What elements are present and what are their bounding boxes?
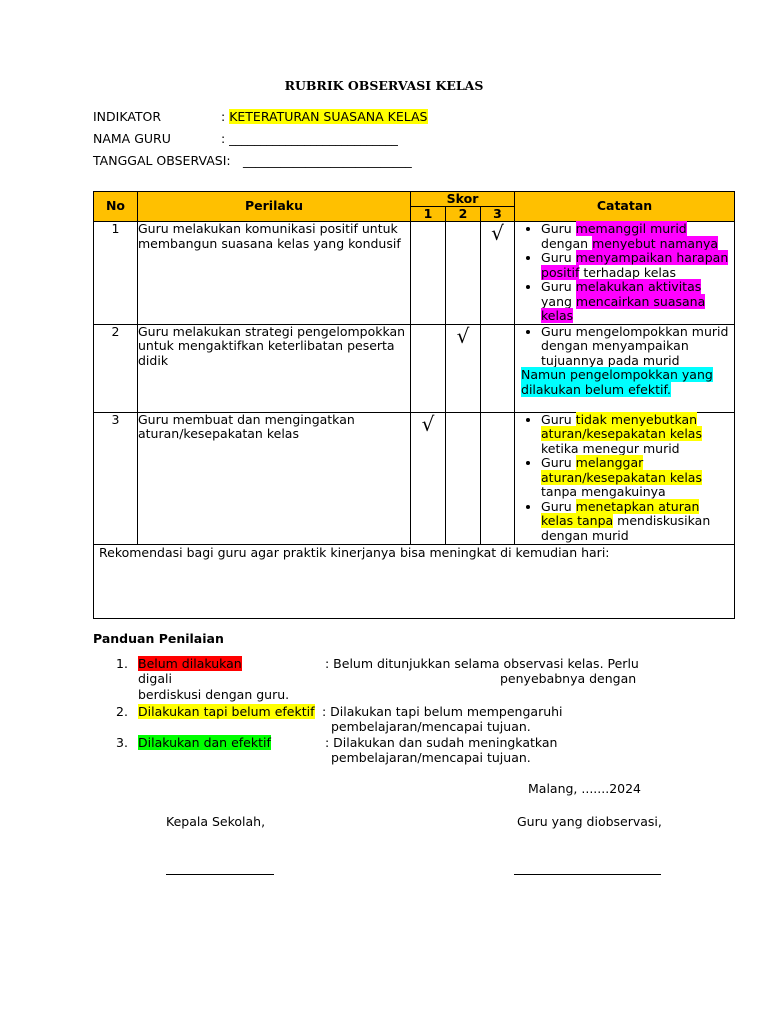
check-mark: √: [456, 323, 470, 348]
panduan-item-3-desc-b: pembelajaran/mencapai tujuan.: [331, 750, 531, 765]
header-skor-2: 2: [446, 207, 481, 222]
tanggal-observasi-label: TANGGAL OBSERVASI:: [93, 153, 231, 168]
header-catatan: Catatan: [515, 192, 735, 222]
tanggal-observasi-field: ___________________________: [243, 153, 412, 168]
panduan-item-2-label: Dilakukan tapi belum efektif: [138, 704, 315, 719]
score-cell: [481, 222, 515, 325]
note-item: • Guru memanggil murid dengan menyebut namanya: [541, 222, 734, 251]
note-item: • Guru menetapkan aturan kelas tanpa mendiskusikan dengan murid: [541, 500, 730, 544]
panduan-item-2-num: 2.: [116, 704, 128, 719]
row-catatan: [515, 412, 735, 544]
note-item: • Guru menyampaikan harapan positif terhadap kelas: [541, 251, 734, 280]
indikator-separator: :: [221, 109, 226, 124]
score-cell: [481, 324, 515, 412]
row-perilaku: Guru melakukan komunikasi positif untuk membangun suasana kelas yang kondusif: [138, 222, 411, 325]
panduan-item-1-num: 1.: [116, 656, 128, 671]
table-row: [94, 412, 735, 544]
panduan-item-2-desc: : Dilakukan tapi belum mempengaruhi: [322, 704, 563, 719]
row-catatan: [515, 222, 735, 325]
place-date: Malang, .......2024: [528, 781, 642, 796]
note-item: • Guru melakukan aktivitas yang mencairkan suasana kelas: [541, 280, 734, 324]
rekomendasi-row: [94, 544, 735, 618]
panduan-item-3-label: Dilakukan dan efektif: [138, 735, 271, 750]
kepala-sekolah-signature-line: [166, 873, 274, 875]
check-mark: √: [491, 221, 504, 245]
rubric-table: [93, 191, 735, 619]
row-perilaku: Guru melakukan strategi pengelompokkan untuk mengaktifkan keterlibatan peserta didik: [138, 324, 411, 412]
header-skor: Skor: [411, 192, 515, 207]
score-cell: [446, 412, 481, 544]
indikator-label: INDIKATOR: [93, 109, 162, 124]
row-perilaku: Guru membuat dan mengingatkan aturan/kesepakatan kelas: [138, 412, 411, 544]
row-number: 1: [94, 222, 138, 325]
header-skor-1: 1: [411, 207, 446, 222]
header-perilaku: Perilaku: [138, 192, 411, 222]
header-skor-3: 3: [481, 207, 515, 222]
panduan-item-1-label: Belum dilakukan: [138, 656, 242, 671]
panduan-item-1-desc: : Belum ditunjukkan selama observasi kelas. Perlu: [325, 656, 639, 671]
panduan-title: Panduan Penilaian: [93, 631, 224, 646]
guru-signature-line: [514, 873, 661, 875]
row-number: 3: [94, 412, 138, 544]
indikator-value-row: [221, 110, 428, 125]
table-row: [94, 222, 735, 325]
panduan-item-1-desc-c: berdiskusi dengan guru.: [138, 687, 290, 702]
row-number: 2: [94, 324, 138, 412]
panduan-item-1-desc-b-right: penyebabnya dengan: [500, 671, 637, 686]
panduan-item-3-num: 3.: [116, 735, 128, 750]
note-item: • Guru mengelompokkan murid dengan menyampaikan tujuannya pada murid: [541, 325, 734, 369]
document-title: RUBRIK OBSERVASI KELAS: [284, 78, 484, 93]
guru-diobservasi-label: Guru yang diobservasi,: [517, 814, 662, 829]
check-mark: √: [421, 411, 435, 436]
score-cell: [446, 222, 481, 325]
score-cell: [411, 412, 446, 544]
nama-guru-field: : ___________________________: [221, 131, 398, 146]
note-item: • Guru tidak menyebutkan aturan/kesepakatan kelas ketika menegur murid: [541, 413, 730, 457]
panduan-item-2-desc-b: pembelajaran/mencapai tujuan.: [331, 719, 531, 734]
score-cell: [411, 222, 446, 325]
score-cell: [446, 324, 481, 412]
note-item: • Guru melanggar aturan/kesepakatan kelas tanpa mengakuinya: [541, 456, 730, 500]
header-no: No: [94, 192, 138, 222]
panduan-item-1-desc-b-left: digali: [138, 671, 172, 686]
nama-guru-label: NAMA GURU: [93, 131, 171, 146]
row-catatan: [515, 324, 735, 412]
score-cell: [481, 412, 515, 544]
panduan-item-3-desc: : Dilakukan dan sudah meningkatkan: [325, 735, 558, 750]
score-cell: [411, 324, 446, 412]
note-extra: Namun pengelompokkan yang dilakukan belum efektif.: [521, 367, 713, 397]
indikator-value: KETERATURAN SUASANA KELAS: [229, 109, 428, 124]
table-row: [94, 324, 735, 412]
kepala-sekolah-label: Kepala Sekolah,: [166, 814, 266, 829]
rekomendasi-text: Rekomendasi bagi guru agar praktik kinerjanya bisa meningkat di kemudian hari:: [94, 544, 735, 618]
